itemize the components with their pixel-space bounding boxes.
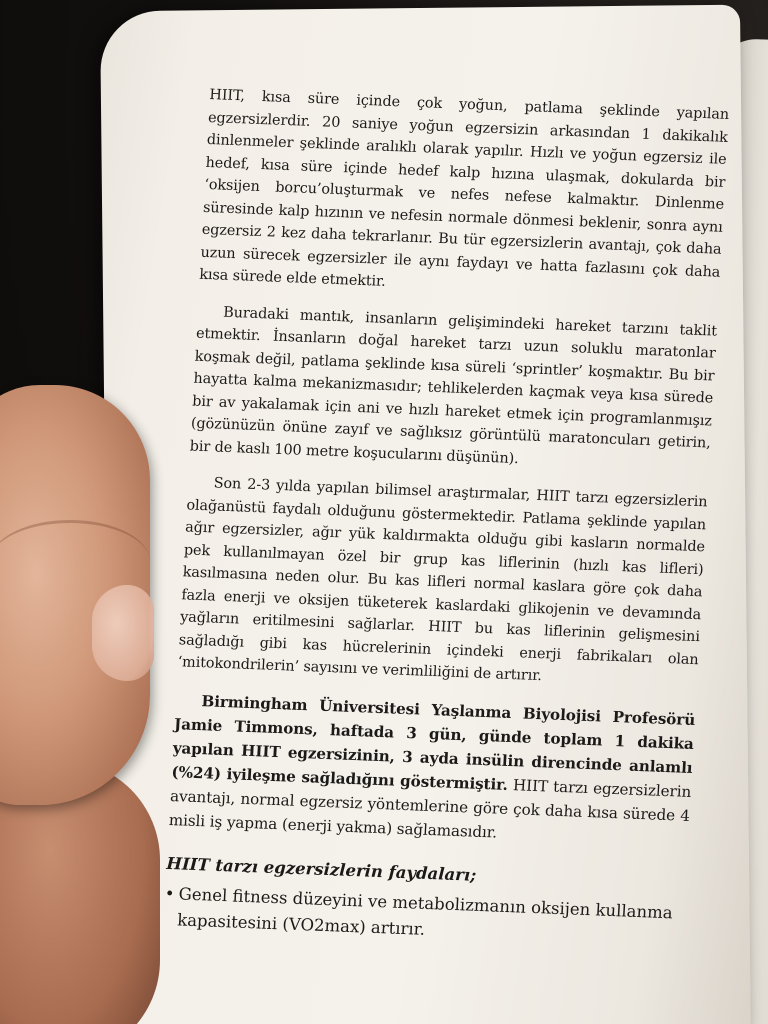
paragraph-hiit-definition: HIIT, kısa süre içinde çok yoğun, patlama şeklinde yapılan egzersizlerdir. 20 saniye yoğun egzersizin arkasından 1 dakikalık dinlenmeler şeklinde aralıklı olarak yapılır. Hızlı ve yoğun egzersiz ile hedef, kısa süre içinde hedef kalp hızına ulaşmak, dokularda bir ‘oksijen borcu’oluşturmak ve nefes nefese kalmaktır. Dinlenme süresinde kalp hızının ve nefesin normale dönmesi beklenir, sonra aynı egzersiz 2 kez daha tekrarlanır. Bu tür egzersizlerin avantajı, çok daha uzun sürecek egzersizler ile aynı faydayı ve hatta fazlasını çok daha kısa sürede elde etmektir. — [198, 86, 730, 290]
paragraph-scientific-research: Son 2-3 yılda yapılan bilimsel araştırmalar, HIIT tarzı egzersizlerin olağanüstü faydalı olduğunu göstermektedir. Patlama şeklinde yapılan ağır egzersizler, ağır yük kaldırmakta olduğu gibi kasların normalde pek kullanılmayan özel bir grup kas liflerinin (hızlı kas lifleri) kasılmasına neden olur. Bu kas lifleri normal kaslara göre çok daha fazla enerji ve oksijen tüketerek kaslardaki glikojenin ve devamında yağların eritilmesini sağlarlar. HIIT bu kas liflerinin gelişmesini sağladığı gibi kas hücrelerinin içindeki enerji fabrikaları olan ‘mitokondrilerin’ sayısını ve verimliliğini de artırır. — [177, 475, 708, 685]
paragraph-birmingham-study — [168, 688, 696, 852]
thumbnail — [92, 585, 154, 681]
study-bold-text: Birmingham Üniversitesi Yaşlanma Biyolojisi Profesörü Jamie Timmons, haftada 3 gün, günde toplam 1 dakika yapılan HIIT egzersizinin, 3 ayda insülin direncinde anlamlı (%24) iyileşme sağladığını göstermiştir. — [171, 691, 696, 794]
benefits-subheading: HIIT tarzı egzersizlerin faydaları; — [165, 853, 477, 885]
bullet-dot-icon: • — [164, 883, 176, 903]
page-text-block — [163, 84, 730, 952]
bullet-text: Genel fitness düzeyini ve metabolizmanın oksijen kullanma kapasitesini (VO2max) artırır. — [176, 883, 674, 939]
study-normal-text: HIIT tarzı egzersizlerin avantajı, normal egzersiz yöntemlerine göre çok daha kısa sürede 4 misli iş yapma (enerji yakma) sağlamasıdır. — [168, 775, 692, 842]
paragraph-evolution-logic: Buradaki mantık, insanların gelişimindeki hareket tarzını taklit etmektir. İnsanların doğal hareket tarzı uzun soluklu maratonlar koşmak değil, patlama şeklinde kısa süreli ‘sprintler’ koşmaktır. Bu bir hayatta kalma mekanizmasıdır; tehlikelerden kaçmak veya kısa sürede bir av yakalamak için ani ve hızlı hareket etmek için programlanmışız (gözünüzün önüne zayıf ve sağlıksız görüntülü maratoncuları getirin, bir de kaslı 100 metre koşucularını düşünün). — [189, 304, 718, 467]
